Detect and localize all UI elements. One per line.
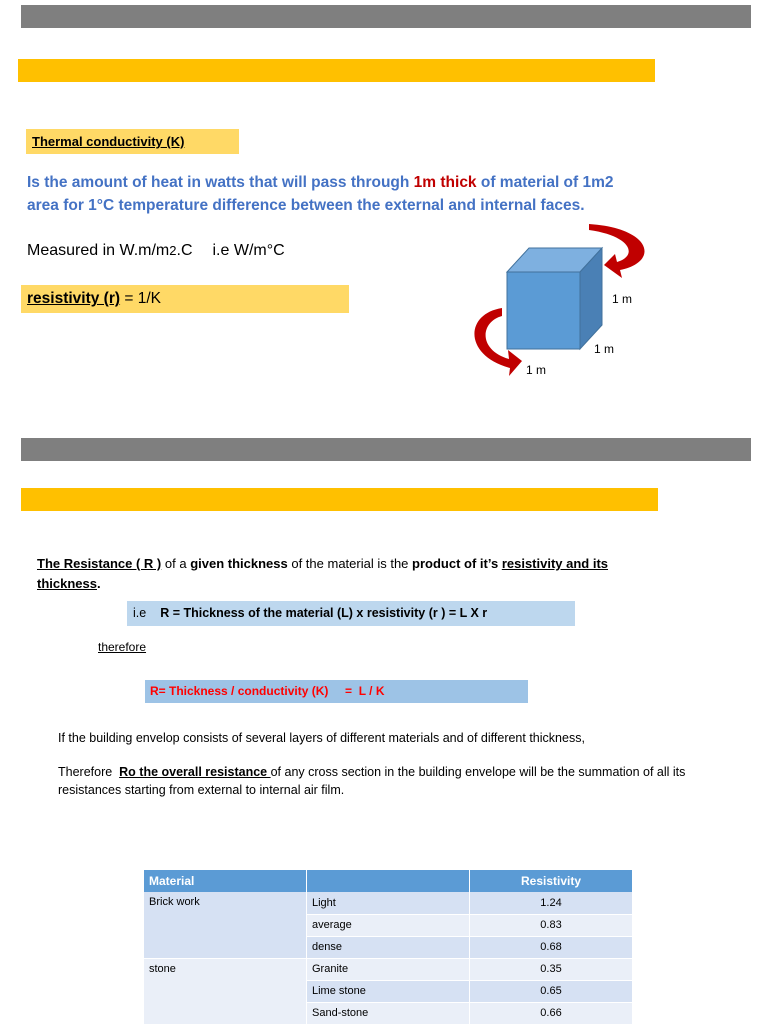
slide1-title-bar	[21, 5, 751, 28]
table-header-material: Material	[144, 870, 307, 892]
table-cell-type: average	[307, 914, 470, 936]
highlight-thickness: 1m thick	[413, 174, 477, 191]
table-cell-value: 0.83	[470, 914, 633, 936]
slide2-title-bar	[21, 438, 751, 461]
table-cell-type: Sand-stone	[307, 1002, 470, 1024]
slide2-subtitle-bar	[21, 488, 658, 511]
table-row	[144, 892, 633, 914]
building-envelope-paragraph: If the building envelop consists of several layers of different materials and of different thickness,	[58, 731, 585, 745]
table-header-type	[307, 870, 470, 892]
table-cell-value: 0.65	[470, 980, 633, 1002]
thermal-conductivity-label: Thermal conductivity (K)	[26, 129, 239, 154]
table-cell-value: 0.35	[470, 958, 633, 980]
conductivity-formula-box: R= Thickness / conductivity (K) = L / K	[145, 680, 528, 703]
cube-diagram	[462, 210, 662, 390]
measured-units: Measured in W.m/m2.C i.e W/m°C	[27, 242, 285, 259]
cube-front-face	[507, 272, 580, 349]
overall-resistance-paragraph: Therefore Ro the overall resistance of any cross section in the building envelope will be the summation of all its resistances starting from external to internal air film.	[58, 765, 686, 797]
table-cell-type: Light	[307, 892, 470, 914]
therefore-label: therefore	[98, 640, 147, 654]
cube-label-depth: 1 m	[594, 342, 615, 356]
cube-label-bottom: 1 m	[526, 363, 547, 377]
table-cell-material: stone	[144, 958, 307, 1024]
table-row	[144, 958, 633, 980]
table-cell-value: 0.68	[470, 936, 633, 958]
conductivity-definition: Is the amount of heat in watts that will pass through 1m thick of material of 1m2 area for 1°C temperature difference between the external and internal faces.	[27, 174, 614, 214]
slide1-subtitle-bar	[18, 59, 655, 82]
cube-label-side: 1 m	[612, 292, 633, 306]
table-cell-type: Lime stone	[307, 980, 470, 1002]
table-header-resistivity: Resistivity	[470, 870, 633, 892]
table-cell-material: Brick work	[144, 892, 307, 958]
table-cell-type: Granite	[307, 958, 470, 980]
resistance-formula-box: i.e R = Thickness of the material (L) x resistivity (r ) = L X r	[127, 601, 575, 626]
resistivity-formula: resistivity (r) = 1/K	[21, 285, 349, 313]
table-cell-value: 0.66	[470, 1002, 633, 1024]
table-cell-type: dense	[307, 936, 470, 958]
resistance-definition: The Resistance ( R ) of a given thickness of the material is the product of it’s resistivity and its thickness.	[37, 556, 609, 591]
resistivity-table	[144, 870, 633, 1025]
table-cell-value: 1.24	[470, 892, 633, 914]
